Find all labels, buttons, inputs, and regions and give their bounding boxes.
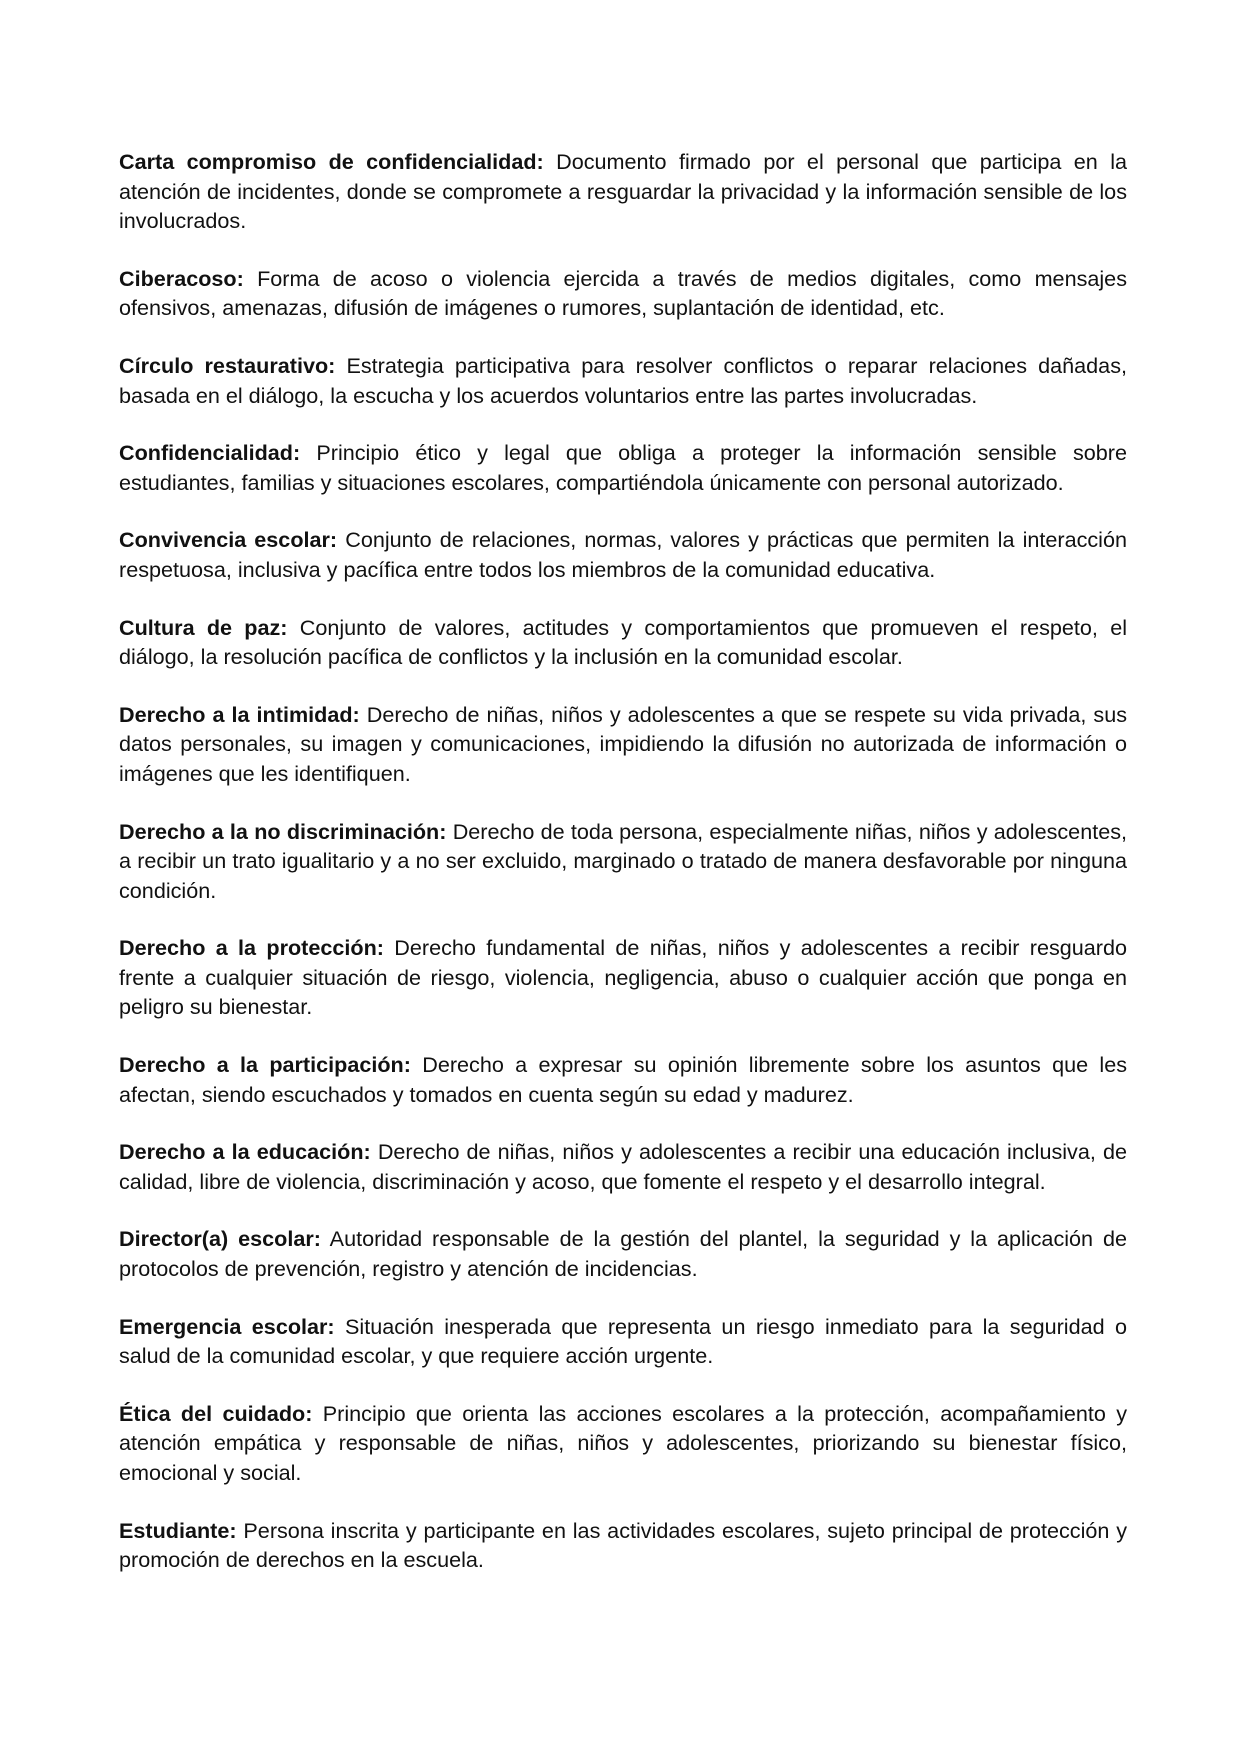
glossary-entry: [119, 1399, 1127, 1488]
glossary-definition: Conjunto de valores, actitudes y comportamientos que promueven el respeto, el diálogo, la resolución pacífica de conflictos y la inclusión en la comunidad escolar.: [119, 614, 1128, 670]
glossary-entry: [119, 700, 1127, 789]
glossary-definition: Principio ético y legal que obliga a proteger la información sensible sobre estudiantes, familias y situaciones escolares, compartiéndola únicamente con personal autorizado.: [119, 440, 1127, 495]
glossary-entry: [119, 264, 1127, 323]
glossary-term: Ciberacoso:: [119, 265, 244, 291]
glossary-term: Derecho a la intimidad:: [119, 701, 360, 727]
glossary-entry: [119, 1516, 1127, 1575]
glossary-definition: Forma de acoso o violencia ejercida a través de medios digitales, como mensajes ofensivos, amenazas, difusión de imágenes o rumores, suplantación de identidad, etc.: [119, 265, 1127, 321]
glossary-definition: Derecho fundamental de niñas, niños y adolescentes a recibir resguardo frente a cualquier situación de riesgo, violencia, negligencia, abuso o cualquier acción que ponga en peligro su bienestar.: [119, 935, 1128, 1020]
glossary-term: Cultura de paz:: [119, 614, 288, 640]
glossary-definition: Conjunto de relaciones, normas, valores y prácticas que permiten la interacción respetuosa, inclusiva y pacífica entre todos los miembros de la comunidad educativa.: [119, 527, 1127, 582]
glossary-entry: [119, 147, 1127, 236]
glossary-definition: Documento firmado por el personal que participa en la atención de incidentes, donde se compromete a resguardar la privacidad y la información sensible de los involucrados.: [119, 149, 1127, 234]
glossary-term: Emergencia escolar:: [119, 1313, 335, 1339]
glossary-term: Carta compromiso de confidencialidad:: [119, 149, 544, 174]
glossary-term: Convivencia escolar:: [119, 527, 338, 553]
glossary-entry: [119, 1050, 1127, 1109]
glossary-term: Estudiante:: [119, 1517, 237, 1543]
glossary-entry: [119, 438, 1127, 497]
glossary-entry: [119, 525, 1127, 584]
glossary-definition: Principio que orienta las acciones escolares a la protección, acompañamiento y atención empática y responsable de niñas, niños y adolescentes, priorizando su bienestar físico, emocional y social.: [119, 1400, 1127, 1485]
glossary: [119, 147, 1127, 1603]
glossary-entry: [119, 1137, 1127, 1196]
glossary-entry: [119, 613, 1127, 672]
glossary-term: Ética del cuidado:: [119, 1400, 313, 1426]
glossary-term: Derecho a la protección:: [119, 935, 384, 961]
glossary-entry: [119, 817, 1127, 906]
glossary-term: Círculo restaurativo:: [119, 352, 336, 378]
glossary-definition: Autoridad responsable de la gestión del plantel, la seguridad y la aplicación de protocolos de prevención, registro y atención de incidencias.: [119, 1226, 1127, 1282]
glossary-term: Confidencialidad:: [119, 440, 301, 466]
glossary-definition: Derecho de niñas, niños y adolescentes a recibir una educación inclusiva, de calidad, libre de violencia, discriminación y acoso, que fomente el respeto y el desarrollo integral.: [119, 1139, 1127, 1194]
glossary-term: Derecho a la participación:: [119, 1052, 411, 1078]
glossary-term: Director(a) escolar:: [119, 1226, 321, 1252]
glossary-entry: [119, 351, 1127, 410]
glossary-definition: Situación inesperada que representa un riesgo inmediato para la seguridad o salud de la comunidad escolar, y que requiere acción urgente.: [119, 1313, 1128, 1369]
glossary-entry: [119, 1312, 1127, 1371]
glossary-term: Derecho a la educación:: [119, 1139, 371, 1165]
glossary-entry: [119, 1224, 1127, 1283]
glossary-definition: Estrategia participativa para resolver conflictos o reparar relaciones dañadas, basada en el diálogo, la escucha y los acuerdos voluntarios entre las partes involucradas.: [119, 352, 1127, 408]
glossary-entry: [119, 933, 1127, 1022]
glossary-definition: Persona inscrita y participante en las actividades escolares, sujeto principal de protección y promoción de derechos en la escuela.: [119, 1517, 1128, 1573]
glossary-definition: Derecho a expresar su opinión libremente sobre los asuntos que les afectan, siendo escuchados y tomados en cuenta según su edad y madurez.: [119, 1052, 1127, 1107]
glossary-term: Derecho a la no discriminación:: [119, 818, 447, 844]
glossary-definition: Derecho de niñas, niños y adolescentes a que se respete su vida privada, sus datos personales, su imagen y comunicaciones, impidiendo la difusión no autorizada de información o imágenes que les identifiquen.: [119, 701, 1128, 786]
glossary-definition: Derecho de toda persona, especialmente niñas, niños y adolescentes, a recibir un trato igualitario y a no ser excluido, marginado o tratado de manera desfavorable por ninguna condición.: [119, 818, 1128, 903]
